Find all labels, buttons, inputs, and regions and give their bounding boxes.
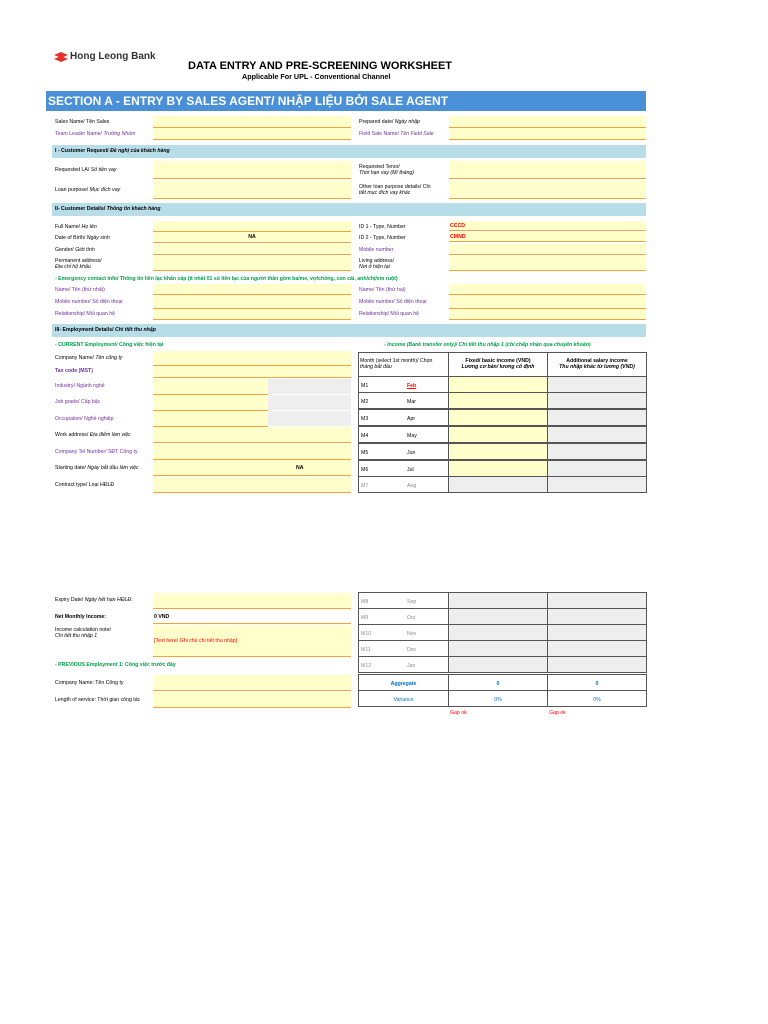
contact2-relationship-input[interactable] (449, 309, 646, 320)
contact1-mobile-label: Mobile number/ Số điện thoại (55, 299, 123, 305)
contact1-relationship-input[interactable] (153, 309, 351, 320)
contact2-mobile-label: Mobile number/ Số điện thoại (359, 299, 427, 305)
income-additional-input[interactable] (547, 443, 647, 460)
prepared-date-input[interactable] (449, 116, 646, 128)
income-additional-input[interactable] (547, 460, 647, 477)
full-name-label: Full Name/ Họ tên (55, 224, 97, 230)
occupation-code-cell (268, 411, 351, 426)
job-grade-input[interactable] (153, 395, 268, 411)
logo-mark-icon (54, 52, 68, 63)
income-row-month-cell (358, 443, 449, 460)
mobile-input[interactable] (449, 244, 646, 255)
income-row-month-cell (358, 409, 449, 426)
customer-request-title: I - Customer Request/ Đề nghị của khách hàng (55, 148, 170, 154)
row-index: M10 (361, 631, 372, 637)
page-subtitle: Applicable For UPL - Conventional Channel (242, 72, 391, 81)
contact2-name-label: Name/ Tên (thứ hai) (359, 287, 406, 293)
aggregate-additional-cell (547, 674, 647, 691)
industry-label: Industry/ Ngành nghề (55, 383, 105, 389)
id2-input[interactable]: CMND (449, 232, 646, 242)
row-month: Mar (407, 399, 416, 405)
row-month: May (407, 433, 417, 439)
previous-employment-label: - PREVIOUS Employment 1: Công việc trước đây (55, 662, 176, 668)
tax-code-input[interactable] (153, 366, 351, 378)
length-service-input[interactable] (153, 692, 351, 708)
emergency-contact-note: - Emergency contact info/ Thông tin liên lạc khẩn cấp (ít nhất 01 số liên lạc của người thân gồm ba/me, vợ/chồng, con cái, anh/chị/em ruột) (55, 276, 398, 282)
contact1-name-input[interactable] (153, 284, 351, 295)
income-fixed-input[interactable] (448, 592, 548, 609)
income-additional-input[interactable] (547, 476, 647, 493)
variance-label: Variance (393, 697, 414, 703)
company-tel-input[interactable] (153, 444, 351, 460)
contract-type-input[interactable] (153, 477, 351, 493)
row-index: M4 (361, 433, 369, 439)
variance-fixed-value: 0% (494, 697, 502, 703)
prev-company-input[interactable] (153, 675, 351, 691)
row-index: M11 (361, 647, 371, 653)
aggregate-label: Aggregate (390, 681, 417, 687)
row-index: M12 (361, 663, 372, 669)
field-sale-label: Field Sale Name/ Tên Field Sale (359, 131, 434, 137)
income-rows-top (358, 376, 647, 493)
gap-fixed-status: Gap ok (450, 710, 467, 716)
contact1-relationship-label: Relationship/ Mối quan hệ (55, 311, 115, 317)
occupation-input[interactable] (153, 411, 268, 427)
dob-input[interactable]: NA (153, 232, 351, 243)
variance-additional-value: 0% (593, 697, 601, 703)
income-additional-input[interactable] (547, 426, 647, 443)
row-month: Aug (407, 483, 417, 489)
id1-input[interactable]: CCCD (449, 221, 646, 231)
row-month: Dec (407, 647, 417, 653)
income-fixed-input[interactable] (448, 460, 548, 477)
dob-label: Date of Birth/ Ngày sinh (55, 235, 110, 241)
contact2-mobile-input[interactable] (449, 295, 646, 309)
company-name-input[interactable] (153, 351, 351, 366)
full-name-input[interactable] (153, 221, 351, 232)
contact2-name-input[interactable] (449, 284, 646, 295)
starting-date-value: NA (296, 465, 304, 471)
income-fixed-input[interactable] (448, 376, 548, 393)
income-fixed-input[interactable] (448, 409, 548, 426)
logo-text: Hong Leong Bank (70, 51, 156, 62)
income-fixed-input[interactable] (448, 426, 548, 443)
income-fixed-input[interactable] (448, 608, 548, 625)
fixed-header-line2: Lương cơ bản/ lương cố định (461, 364, 535, 370)
other-purpose-input[interactable] (449, 181, 646, 199)
job-grade-label: Job grade/ Cấp bậc (55, 399, 101, 405)
work-address-input[interactable] (153, 427, 351, 443)
income-row-month-cell (358, 476, 449, 493)
variance-label-cell (358, 690, 449, 707)
prepared-date-label: Prepared date/ Ngày nhập (359, 119, 420, 125)
row-index: M2 (361, 399, 369, 405)
income-additional-input[interactable] (547, 392, 647, 409)
industry-code-cell (268, 379, 351, 394)
permanent-address-input[interactable] (153, 256, 351, 271)
sales-name-label: Sales Name/ Tên Sales (55, 119, 110, 125)
row-index: M9 (361, 615, 369, 621)
income-additional-input[interactable] (547, 624, 647, 641)
row-month: Feb (407, 383, 417, 389)
income-col-additional-header (547, 352, 647, 377)
row-month: Jun (407, 450, 416, 456)
aggregate-fixed-cell (448, 674, 548, 691)
requested-la-input[interactable] (153, 161, 351, 179)
net-income-label: Net Monthly Income: (55, 614, 107, 620)
income-additional-input[interactable] (547, 592, 647, 609)
income-row-month-cell (358, 624, 449, 641)
contact2-relationship-label: Relationship/ Mối quan hệ (359, 311, 419, 317)
row-index: M8 (361, 599, 369, 605)
income-fixed-input[interactable] (448, 443, 548, 460)
income-additional-input[interactable] (547, 640, 647, 657)
income-row-month-cell (358, 608, 449, 625)
additional-header-line1: Additional salary income (566, 358, 628, 364)
current-employment-label: - CURRENT Employment/ Công việc hiện tại (55, 342, 164, 348)
income-row-month-cell (358, 640, 449, 657)
row-month: Sep (407, 599, 417, 605)
income-additional-input[interactable] (547, 409, 647, 426)
income-additional-input[interactable] (547, 656, 647, 673)
page-title: DATA ENTRY AND PRE-SCREENING WORKSHEET (188, 60, 453, 72)
contract-type-label: Contract type/ Loại HĐLĐ (55, 482, 115, 488)
mobile-label: Mobile number (359, 247, 394, 253)
requested-la-label: Requested LA/ Số tiền vay (55, 167, 117, 173)
permanent-address-label: Permanent address/ Địa chỉ hộ khẩu (55, 258, 102, 270)
income-row-month-cell[interactable] (358, 376, 449, 393)
work-address-label: Work address/ Địa điểm làm việc (55, 432, 131, 438)
loan-purpose-input[interactable] (153, 181, 351, 199)
starting-date-label: Starting date/ Ngày bắt đầu làm việc (55, 465, 139, 471)
variance-fixed-cell (448, 690, 548, 707)
gender-input[interactable] (153, 244, 351, 255)
job-grade-code-cell (268, 395, 351, 410)
row-month: Apr (407, 416, 416, 422)
row-index: M7 (361, 483, 369, 489)
employment-details-header (52, 324, 646, 337)
section-a-title: SECTION A - ENTRY BY SALES AGENT/ NHẬP LIỆU BỞI SALE AGENT (48, 94, 449, 108)
living-address-label: Living address/ Nơi ở hiện tại (359, 258, 394, 270)
aggregate-label-cell (358, 674, 449, 691)
income-header-label: - Income (Bank transfer only)/ Chi tiết thu nhập 1 (chỉ chấp nhận qua chuyển khoản) (384, 342, 591, 348)
aggregate-fixed-value: 0 (496, 681, 500, 687)
gap-additional-status: Gap ok (549, 710, 566, 716)
fixed-header-line1: Fixed/ basic income (VND) (465, 358, 531, 364)
income-row-month-cell (358, 656, 449, 673)
requested-tenor-label: Requested Tenor/ Thời hạn vay (M/ tháng) (359, 164, 415, 176)
company-tel-label: Company Tel Number/ SĐT Công ty (55, 449, 138, 455)
tax-code-label: Tax code (MST) (55, 368, 93, 374)
prev-company-label: Company Name: Tên Công ty (55, 680, 124, 686)
aggregate-additional-value: 0 (595, 681, 599, 687)
income-fixed-input[interactable] (448, 392, 548, 409)
income-col-month-header (358, 352, 449, 377)
field-sale-input[interactable] (449, 128, 646, 140)
additional-header-line2: Thu nhập khác từ lương (VND) (559, 364, 635, 370)
customer-request-header (52, 145, 646, 158)
contact1-name-label: Name/ Tên (thứ nhất) (55, 287, 105, 293)
occupation-label: Occupation/ Nghề nghiệp (55, 416, 114, 422)
loan-purpose-label: Loan purpose/ Mục đích vay (55, 187, 121, 193)
row-month: Jan (407, 663, 416, 669)
income-fixed-input[interactable] (448, 624, 548, 641)
row-index: M6 (361, 467, 369, 473)
customer-details-header (52, 203, 646, 216)
company-name-label: Company Name/ Tên công ty (55, 355, 123, 361)
income-rows-bottom (358, 592, 647, 708)
employment-details-title: III- Employment Details/ Chi tiết thu nhập (55, 327, 156, 333)
row-index: M5 (361, 450, 369, 456)
variance-additional-cell (547, 690, 647, 707)
starting-date-input[interactable] (153, 460, 351, 476)
expiry-date-label: Expiry Date/ Ngày hết hạn HĐLĐ: (55, 597, 133, 603)
income-calc-note-label: Income calculation note/ Chi tiết thu nhập 1 (55, 627, 111, 639)
sales-name-input[interactable] (153, 116, 351, 128)
team-leader-label: Team Leader Name/ Trưởng Nhóm (55, 131, 136, 137)
id1-label: ID 1 - Type, Number (359, 224, 406, 230)
length-service-label: Length of service: Thời gian công tác (55, 697, 141, 703)
row-index: M3 (361, 416, 369, 422)
row-month: Nov (407, 631, 417, 637)
id2-label: ID 2 - Type, Number (359, 235, 406, 241)
income-additional-input[interactable] (547, 376, 647, 393)
month-header-line1: Month (select 1st month)/ Chọn (360, 358, 433, 364)
income-row-month-cell (358, 592, 449, 609)
expiry-date-input[interactable] (153, 593, 351, 609)
income-row-month-cell (358, 392, 449, 409)
living-address-input[interactable] (449, 256, 646, 271)
income-additional-input[interactable] (547, 608, 647, 625)
section-a-bar (46, 91, 646, 111)
row-month: Oct (407, 615, 416, 621)
industry-input[interactable] (153, 379, 268, 395)
income-fixed-input[interactable] (448, 476, 548, 493)
other-purpose-label: Other loan purpose details/ Chi tiết mục đích vay khác (359, 184, 431, 196)
customer-details-title: II- Customer Details/ Thông tin khách hàng (55, 206, 161, 212)
gender-label: Gender/ Giới tính (55, 247, 95, 253)
contact1-mobile-input[interactable] (153, 295, 351, 309)
income-fixed-input[interactable] (448, 640, 548, 657)
month-header-line2: tháng bắt đầu (360, 364, 392, 370)
row-index: M1 (361, 383, 369, 389)
income-col-fixed-header (448, 352, 548, 377)
requested-tenor-input[interactable] (449, 161, 646, 179)
income-row-month-cell (358, 426, 449, 443)
row-month: Jul (407, 467, 414, 473)
income-row-month-cell (358, 460, 449, 477)
net-income-value: 0 VND (153, 609, 351, 624)
income-calc-note-input[interactable]: [Text here/ Ghi chú chi tiết thu nhập] (153, 625, 351, 657)
income-fixed-input[interactable] (448, 656, 548, 673)
team-leader-input[interactable] (153, 128, 351, 140)
